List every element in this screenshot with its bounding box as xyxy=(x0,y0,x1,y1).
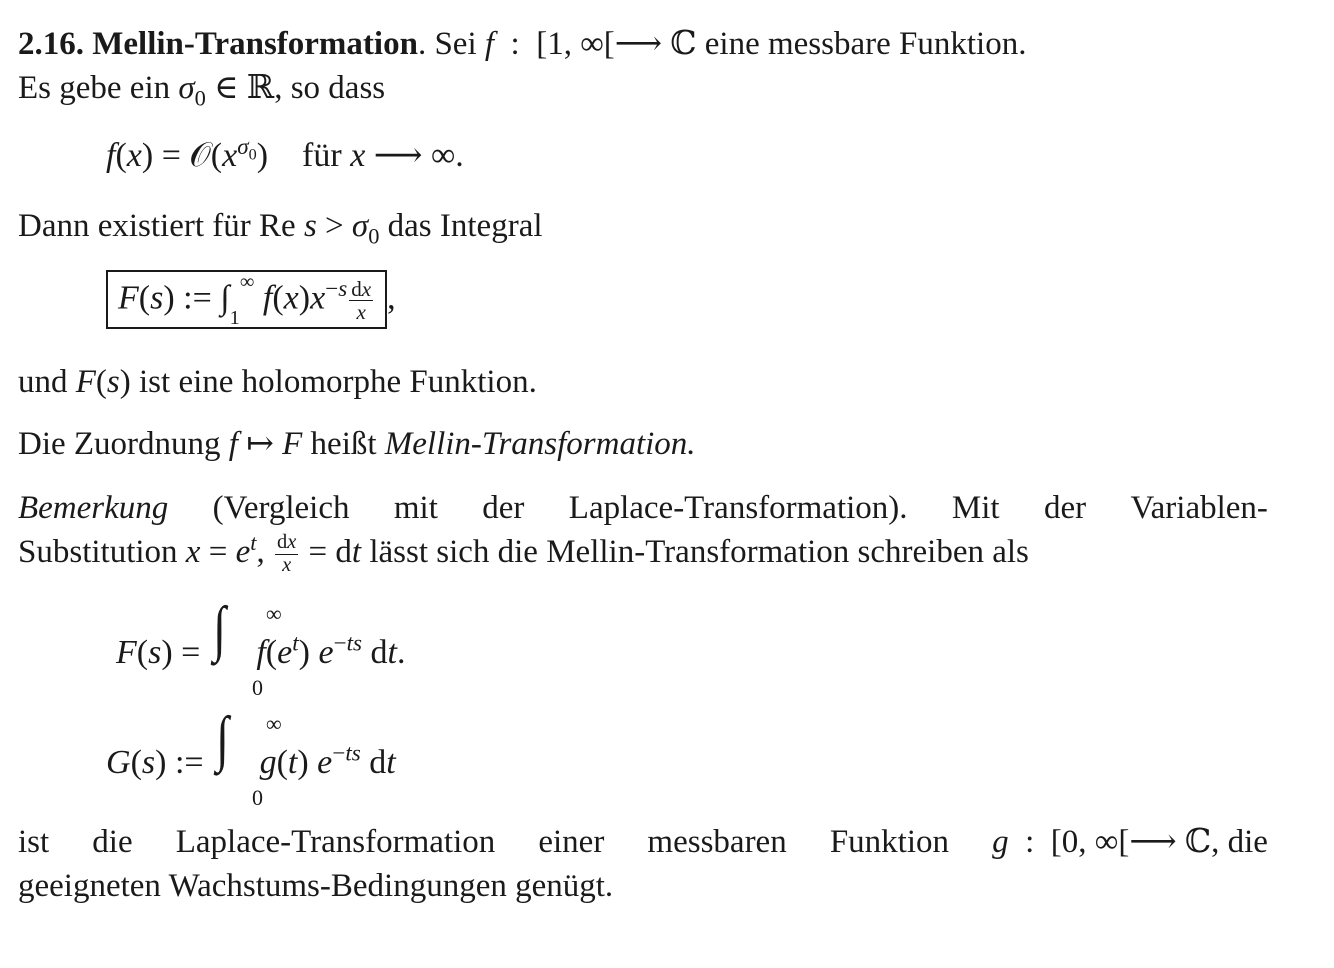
remark-label: Bemerkung xyxy=(18,490,169,526)
remark-word: Mit xyxy=(951,490,1000,526)
remark-word: der xyxy=(482,490,525,526)
equation-mellin-laplace: F(s) = ∫ ∞ 0 $f(e^t)$ $e^{-ts}$ dt. xyxy=(116,595,406,700)
p1-line1-rest: eine messbare Funktion. xyxy=(704,26,1027,62)
formula-sigma0: $\sigma_0$ ∈ ℝ xyxy=(178,70,275,111)
definition-box: F(s) := $\int_1^\infty$ $f(x)x^{-s}$ $\frac{dx}{x}$ xyxy=(106,270,387,329)
equation-growth: $f(x) = 𝒪(x^{\sigma_0})$ für x ⟶ ∞. xyxy=(106,133,464,174)
final-word: die xyxy=(92,824,133,860)
remark-word: (Vergleich xyxy=(212,490,350,526)
formula-g-domain: g : [0, ∞[⟶ ℂ, die xyxy=(992,824,1268,860)
final-line2 xyxy=(18,866,613,906)
p1-text-a: Es gebe ein xyxy=(18,70,171,106)
heading-line: 2.16. Mellin-Transformation. Sei f : [1, ∞[⟶ ℂ eine messbare Funktion. xyxy=(18,26,1027,62)
section-number: 2.16. xyxy=(18,26,84,62)
remark-word: Variablen- xyxy=(1130,490,1268,526)
p3-line xyxy=(18,362,537,402)
p4-text-a: Die Zuordnung xyxy=(18,426,221,462)
formula-substitution: $x = e^t$, $\frac{dx}{x}$ = dt xyxy=(185,530,362,576)
final-word: ist xyxy=(18,824,50,860)
remark-word: Laplace-Transformation). xyxy=(568,490,908,526)
p1-line2 xyxy=(18,68,386,111)
formula-Fs: F(s) xyxy=(75,364,131,400)
p3-text-a: und xyxy=(18,364,68,400)
final-word: Laplace-Transformation xyxy=(175,824,496,860)
final-line1-end: , die xyxy=(1211,824,1268,860)
final-word: Funktion xyxy=(829,824,950,860)
p2-line xyxy=(18,206,543,249)
section-title: Mellin-Transformation xyxy=(92,26,418,62)
remark-line1 xyxy=(18,488,1268,528)
remark-text-a: Substitution xyxy=(18,534,178,570)
formula-f-domain: f : [1, ∞[⟶ ℂ xyxy=(484,26,697,62)
p2-text-b: das Integral xyxy=(387,208,543,244)
final-word: einer xyxy=(538,824,605,860)
remark-text-b: lässt sich die Mellin-Transformation schreiben als xyxy=(369,534,1029,570)
heading-lead: Sei xyxy=(434,26,477,62)
p1-text-b: , so dass xyxy=(274,70,386,106)
p4-term: Mellin-Transformation. xyxy=(384,426,696,462)
eq1-text: für xyxy=(302,137,342,174)
formula-re-s: Re $s > \sigma_0$ xyxy=(259,208,380,249)
p2-text-a: Dann existiert für xyxy=(18,208,251,244)
p3-text-b: ist eine holomorphe Funktion. xyxy=(139,364,537,400)
equation-laplace: G(s) := ∫ ∞ 0 g(t) $e^{-ts}$ dt xyxy=(106,705,396,810)
remark-line2 xyxy=(18,532,1029,576)
formula-f-maps-F: f ↦ F xyxy=(228,426,303,462)
final-text: geeigneten Wachstums-Bedingungen genügt. xyxy=(18,868,614,904)
remark-word: mit xyxy=(393,490,438,526)
p4-text-b: heißt xyxy=(310,426,377,462)
remark-word: der xyxy=(1043,490,1087,526)
final-line1 xyxy=(18,822,1268,862)
boxed-definition: F(s) := $\int_1^\infty$ $f(x)x^{-s}$ $\frac{dx}{x}$ , xyxy=(106,270,396,329)
final-word: messbaren xyxy=(647,824,787,860)
p4-line xyxy=(18,424,696,464)
